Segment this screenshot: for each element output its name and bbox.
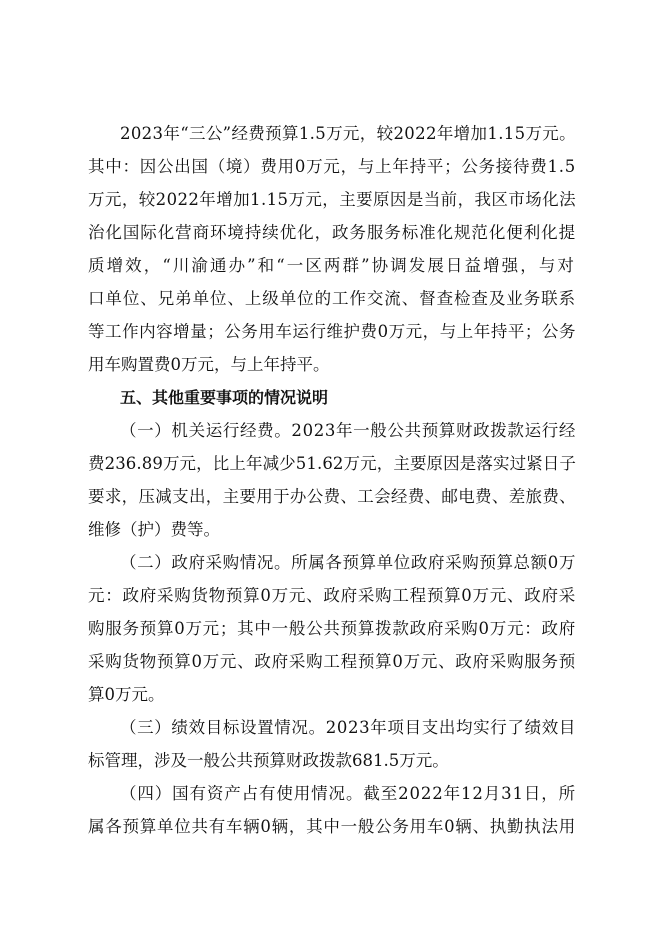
text-line: （四）国有资产占有使用情况。截至2022年12月31日，所 — [120, 784, 576, 803]
text-line: 口单位、兄弟单位、上级单位的工作交流、督查检查及业务联系 — [88, 289, 576, 308]
text-line: （三）绩效目标设置情况。2023年项目支出均实行了绩效目 — [120, 718, 576, 737]
text-line: 维修（护）费等。 — [88, 520, 220, 539]
text-line: 治化国际化营商环境持续优化，政务服务标准化规范化便利化提 — [88, 223, 576, 242]
text-line: （一）机关运行经费。2023年一般公共预算财政拨款运行经 — [120, 421, 576, 440]
text-line: 万元，较2022年增加1.15万元，主要原因是当前，我区市场化法 — [88, 190, 576, 209]
text-line: 2023年“三公”经费预算1.5万元，较2022年增加1.15万元。 — [120, 124, 576, 143]
text-line: 标管理，涉及一般公共预算财政拨款681.5万元。 — [88, 751, 449, 770]
text-line: 用车购置费0万元，与上年持平。 — [88, 355, 330, 374]
text-line: （二）政府采购情况。所属各预算单位政府采购预算总额0万 — [120, 553, 576, 572]
text-line: 其中：因公出国（境）费用0万元，与上年持平；公务接待费1.5 — [88, 157, 576, 176]
text-line: 采购货物预算0万元、政府采购工程预算0万元、政府采购服务预 — [88, 652, 576, 671]
text-line: 质增效，“川渝通办”和“一区两群”协调发展日益增强，与对 — [88, 256, 576, 275]
text-line: 等工作内容增量；公务用车运行维护费0万元，与上年持平；公务 — [88, 322, 576, 341]
text-line: 要求，压减支出，主要用于办公费、工会经费、邮电费、差旅费、 — [88, 487, 576, 506]
text-line: 元：政府采购货物预算0万元、政府采购工程预算0万元、政府采 — [88, 586, 576, 605]
text-line: 费236.89万元，比上年减少51.62万元，主要原因是落实过紧日子 — [88, 454, 576, 473]
text-line: 属各预算单位共有车辆0辆，其中一般公务用车0辆、执勤执法用 — [88, 817, 576, 836]
text-line: 算0万元。 — [88, 685, 165, 704]
section-heading: 五、其他重要事项的情况说明 — [120, 388, 329, 407]
text-line: 购服务预算0万元；其中一般公共预算拨款政府采购0万元：政府 — [88, 619, 576, 638]
